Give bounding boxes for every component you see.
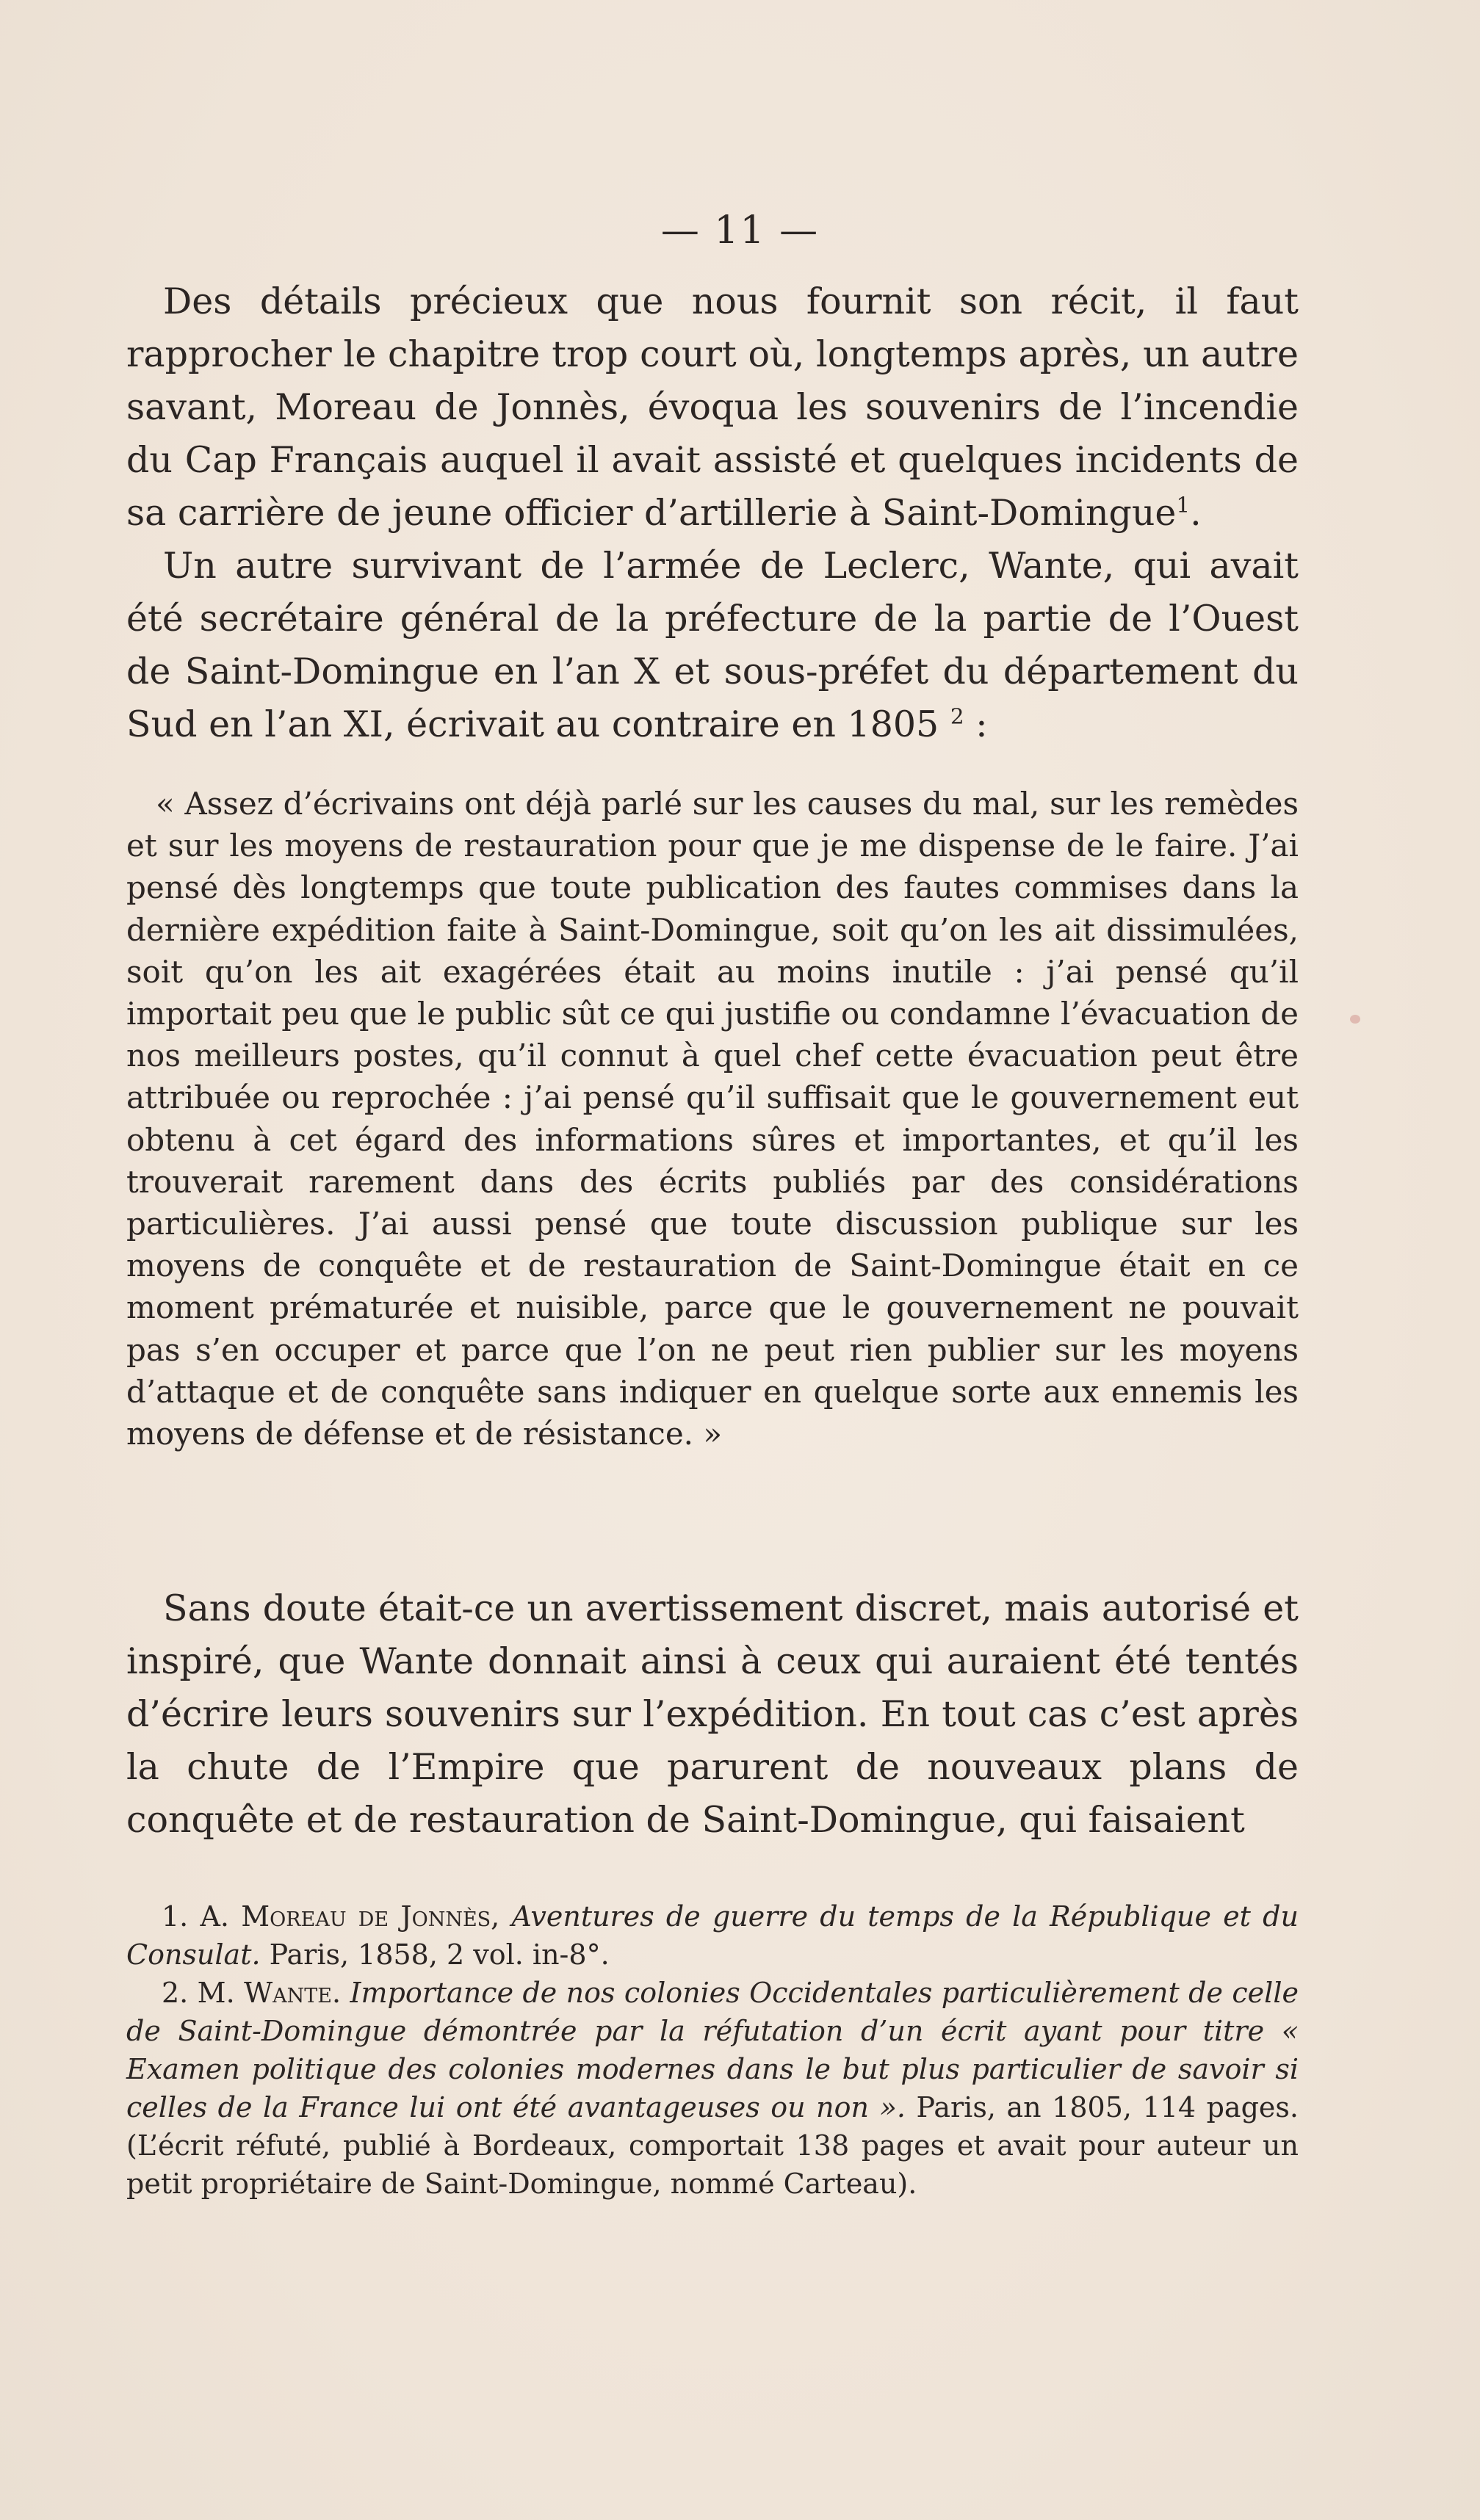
paragraph-2-text: Un autre survivant de l’armée de Leclerc, Wante, qui avait été secrétaire général de la préfecture de la partie de l’Ouest de Saint-Domingue en l’an X et sous-préfet du département du Sud en l’an XI, écrivait au contraire en 1805 (126, 545, 1299, 745)
paper-stain (1350, 1015, 1360, 1024)
footnote-2 (126, 1974, 1299, 2203)
footnote-2-author: Wante. (244, 1977, 342, 2009)
page-number: — 11 — (660, 209, 820, 253)
footnote-1-details: Paris, 1858, 2 vol. in-8°. (269, 1938, 610, 1971)
footnotes (126, 1897, 1299, 2203)
footnote-2-details: Paris, an 1805, 114 pages. (L’écrit réfuté, publié à Bordeaux, comportait 138 pages et avait pour auteur un petit propriétaire de Saint-Domingue, nommé Carteau). (126, 2091, 1299, 2200)
paragraph-1 (126, 275, 1299, 540)
footnote-1-author: Moreau de Jonnès, (241, 1900, 500, 1933)
paragraph-3-text: Sans doute était-ce un avertissement discret, mais autorisé et inspiré, que Wante donnait ainsi à ceux qui auraient été tentés d’écrire leurs souvenirs sur l’expédition. En tout cas c’est après la chute de l’Empire que parurent de nouveaux plans de conquête et de restauration de Saint-Domingue, qui faisaient (126, 1587, 1299, 1841)
footnote-1-number: 1. (162, 1900, 189, 1933)
paragraph-2 (126, 540, 1299, 751)
footnote-2-author-initial: M. (197, 1977, 235, 2009)
footnote-1-author-initial: A. (200, 1900, 230, 1933)
footnote-1 (126, 1897, 1299, 1974)
footnote-ref-1[interactable]: 1 (1176, 492, 1191, 518)
footnote-2-number: 2. (162, 1977, 189, 2009)
footnote-ref-2[interactable]: 2 (950, 703, 964, 729)
footnote-1-title: Aventures de guerre du temps de la République et du Consulat. (126, 1900, 1299, 1971)
quotation-block: « Assez d’écrivains ont déjà parlé sur les causes du mal, sur les remèdes et sur les moyens de restauration pour que je me dispense de le faire. J’ai pensé dès longtemps que toute publication des fautes commises dans la dernière expédition faite à Saint-Domingue, soit qu’on les ait dissimulées, soit qu’on les ait exagérées était au moins inutile : j’ai pensé qu’il importait peu que le public sût ce qui justifie ou condamne l’évacuation de nos meilleurs postes, qu’il connut à quel chef cette évacuation peut être attribuée ou reprochée : j’ai pensé qu’il suffisait que le gouvernement eut obtenu à cet égard des informations sûres et importantes, et qu’il les trouverait rarement dans des écrits publiés par des considérations particulières. J’ai aussi pensé que toute discussion publique sur les moyens de conquête et de restauration de Saint-Domingue était en ce moment prématurée et nuisible, parce que le gouvernement ne pouvait pas s’en occuper et parce que l’on ne peut rien publier sur les moyens d’attaque et de conquête sans indiquer en quelque sorte aux ennemis les moyens de défense et de résistance. » (126, 786, 1299, 1452)
paragraph-2-end: : (964, 703, 988, 745)
paragraph-1-text: Des détails précieux que nous fournit son récit, il faut rapprocher le chapitre trop court où, longtemps après, un autre savant, Moreau de Jonnès, évoqua les souvenirs de l’incendie du Cap Français auquel il avait assisté et quelques incidents de sa carrière de jeune officier d’artillerie à Saint-Domingue (126, 280, 1299, 534)
paragraph-1-end: . (1190, 492, 1202, 534)
paragraph-3 (126, 1582, 1299, 1847)
footnote-2-title: Importance de nos colonies Occidentales particulièrement de celle de Saint-Domingue démontrée par la réfutation d’un écrit ayant pour titre « Examen politique des colonies modernes dans le but plus particulier de savoir si celles de la France lui ont été avantageuses ou non ». (126, 1977, 1299, 2123)
